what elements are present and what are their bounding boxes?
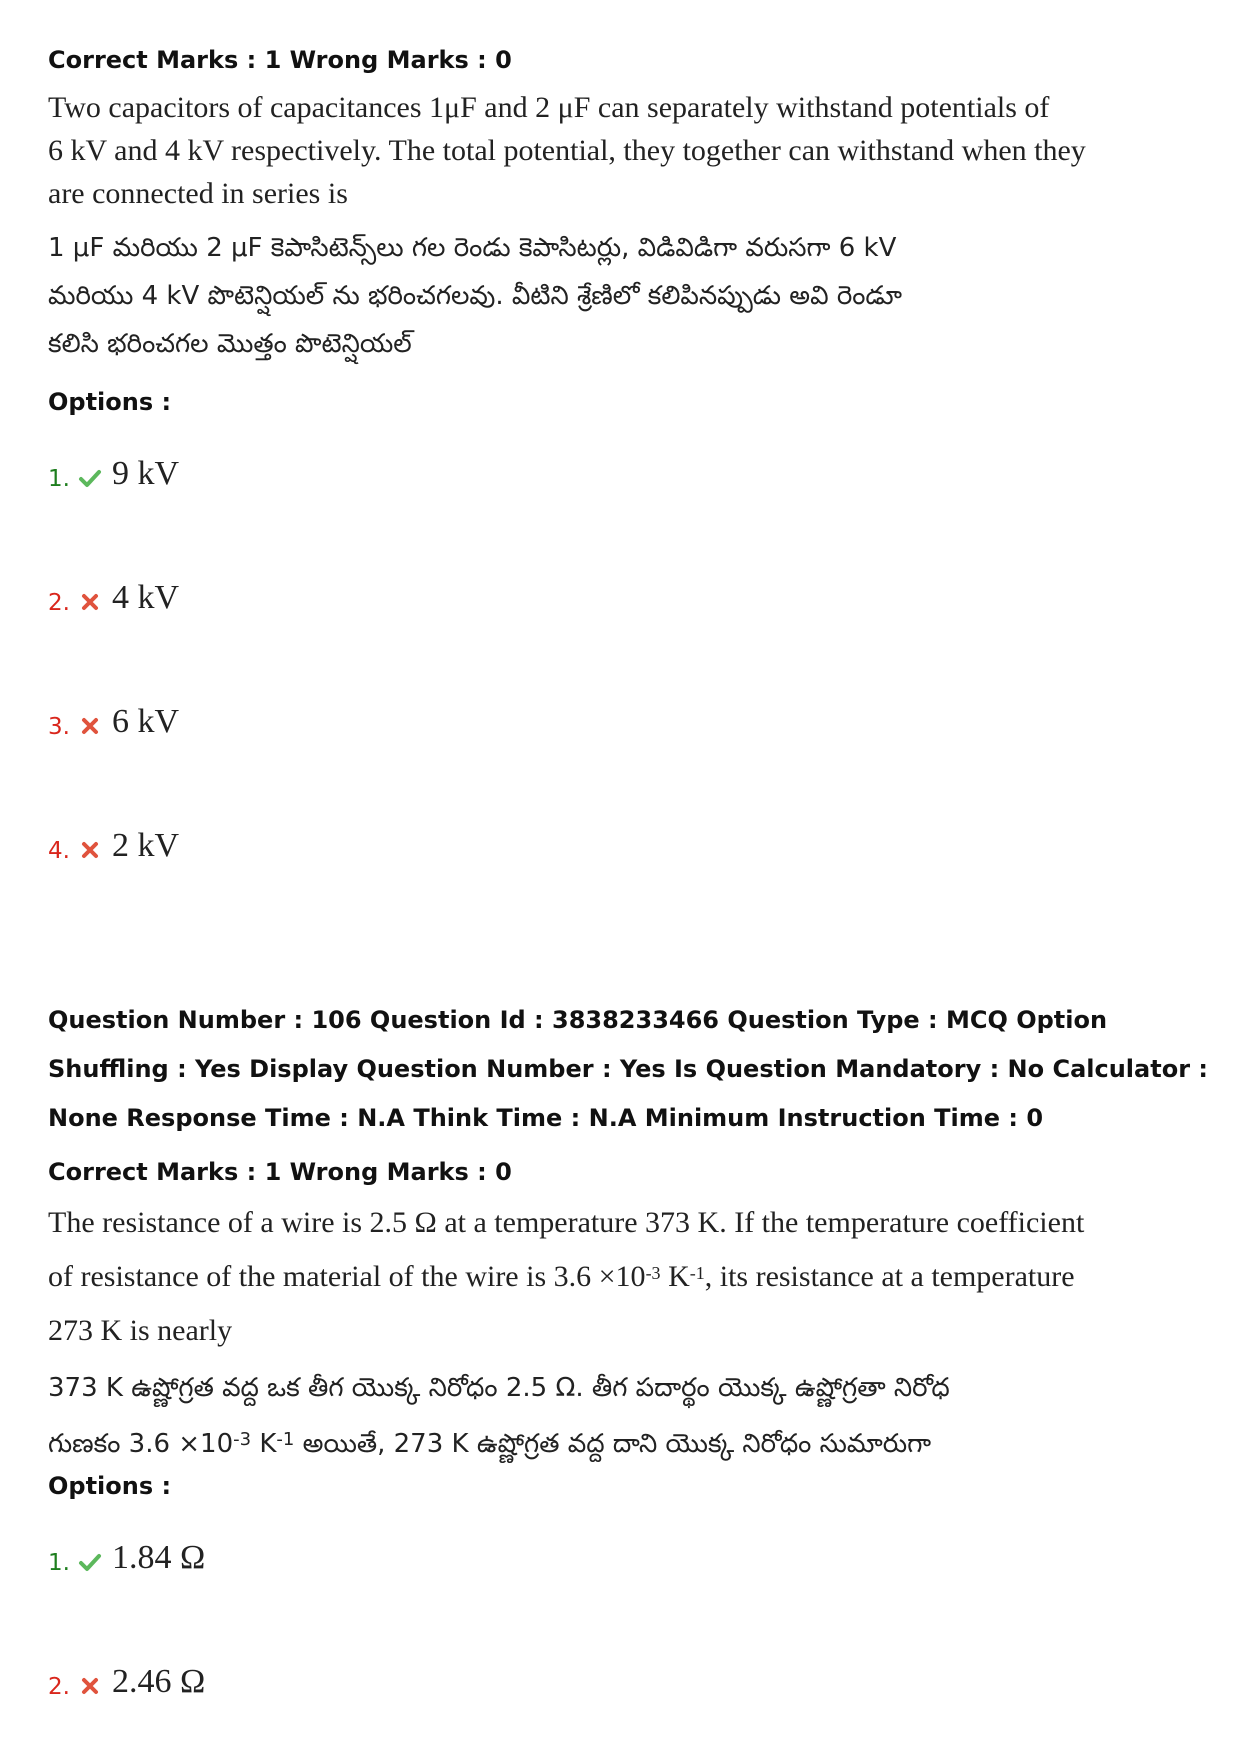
option-value: 4 kV bbox=[111, 579, 180, 616]
q106-option-2 bbox=[48, 1660, 205, 1704]
option-value: 6 kV bbox=[111, 703, 180, 740]
text-part: K bbox=[660, 1260, 690, 1293]
option-value: 2.46 Ω bbox=[111, 1663, 206, 1700]
check-icon bbox=[78, 458, 102, 490]
text-part: , its resistance at a temperature bbox=[704, 1260, 1075, 1293]
text-part: గుణకం 3.6 ×10 bbox=[48, 1429, 234, 1459]
option-value: 2 kV bbox=[111, 827, 180, 864]
cross-icon bbox=[78, 830, 102, 862]
text-part: అయితే, 273 K ఉష్ణోగ్రత వద్ద దాని యొక్క నిరోధం సుమారుగా bbox=[294, 1429, 932, 1459]
cross-icon bbox=[78, 582, 102, 614]
q106-options-label: Options : bbox=[48, 1472, 172, 1500]
superscript: -1 bbox=[276, 1429, 295, 1450]
text-part: K bbox=[251, 1429, 277, 1459]
q105-te-line-2: మరియు 4 kV పొటెన్షియల్ ను భరించగలవు. వీటిని శ్రేణిలో కలిపినప్పుడు అవి రెండూ bbox=[48, 281, 903, 311]
superscript: -3 bbox=[645, 1263, 661, 1283]
q106-question-english bbox=[48, 1196, 1084, 1358]
check-icon bbox=[78, 1542, 102, 1574]
q105-marks: Correct Marks : 1 Wrong Marks : 0 bbox=[48, 46, 512, 74]
option-number: 1. bbox=[48, 466, 70, 492]
q105-option-1 bbox=[48, 452, 179, 496]
superscript: -1 bbox=[689, 1263, 705, 1283]
q105-options-label: Options : bbox=[48, 388, 172, 416]
option-number: 4. bbox=[48, 838, 70, 864]
q105-option-3 bbox=[48, 700, 179, 744]
q106-en-line-3: 273 K is nearly bbox=[48, 1314, 233, 1347]
option-number: 2. bbox=[48, 1674, 70, 1700]
option-value: 1.84 Ω bbox=[111, 1539, 206, 1576]
option-number: 1. bbox=[48, 1550, 70, 1576]
q105-question-english bbox=[48, 86, 1086, 215]
q105-option-2 bbox=[48, 576, 179, 620]
q105-te-line-3: కలిసి భరించగల మొత్తం పొటెన్షియల్ bbox=[48, 329, 412, 359]
option-number: 2. bbox=[48, 590, 70, 616]
q106-te-line-1: 373 K ఉష్ణోగ్రత వద్ద ఒక తీగ యొక్క నిరోధం 2.5 Ω. తీగ పదార్థం యొక్క ఉష్ణోగ్రతా నిరోధ bbox=[48, 1373, 950, 1403]
text-part: of resistance of the material of the wire is 3.6 ×10 bbox=[48, 1260, 646, 1293]
cross-icon bbox=[78, 706, 102, 738]
superscript: -3 bbox=[233, 1429, 252, 1450]
q105-te-line-1: 1 μF మరియు 2 μF కెపాసిటెన్స్‌లు గల రెండు కెపాసిటర్లు, విడివిడిగా వరుసగా 6 kV bbox=[48, 233, 897, 263]
q106-question-telugu bbox=[48, 1360, 950, 1472]
q106-option-1 bbox=[48, 1536, 205, 1580]
q106-en-line-1: The resistance of a wire is 2.5 Ω at a temperature 373 K. If the temperature coefficient bbox=[48, 1206, 1085, 1239]
q105-option-4 bbox=[48, 824, 179, 868]
q105-question-telugu bbox=[48, 224, 902, 368]
q106-en-line-2 bbox=[48, 1250, 1084, 1304]
option-value: 9 kV bbox=[111, 455, 180, 492]
q105-en-line-1: Two capacitors of capacitances 1μF and 2 μF can separately withstand potentials of bbox=[48, 91, 1050, 124]
option-number: 3. bbox=[48, 714, 70, 740]
q105-en-line-2: 6 kV and 4 kV respectively. The total potential, they together can withstand when they bbox=[48, 134, 1086, 167]
q106-marks: Correct Marks : 1 Wrong Marks : 0 bbox=[48, 1158, 512, 1186]
q105-en-line-3: are connected in series is bbox=[48, 177, 348, 210]
q106-header: Question Number : 106 Question Id : 3838233466 Question Type : MCQ Option Shuffling : Yes Display Question Number : Yes Is Question Mandatory : No Calculator : None Response Time : N.A Think Time : N.A Minimum Instruction Time : 0 bbox=[48, 1006, 1208, 1132]
cross-icon bbox=[78, 1666, 102, 1698]
q106-te-line-2 bbox=[48, 1416, 950, 1472]
